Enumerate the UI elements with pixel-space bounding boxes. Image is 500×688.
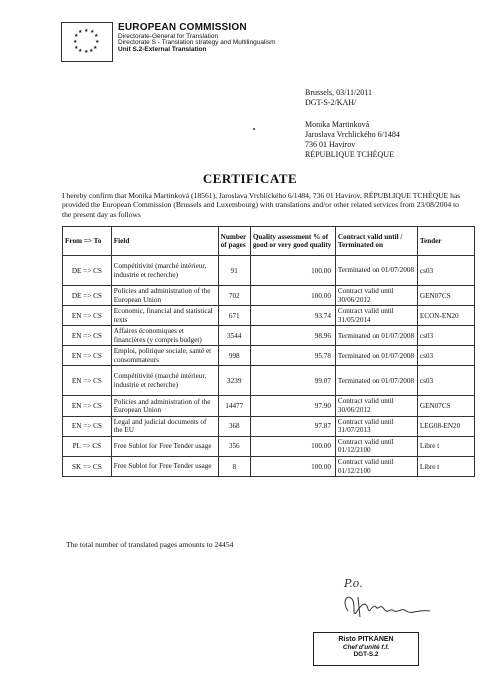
cell-from-to: EN => CS <box>63 326 112 346</box>
cell-from-to: EN => CS <box>63 366 112 396</box>
stamp-name: Risto PITKÄNEN <box>338 636 394 643</box>
svg-text:★: ★ <box>95 39 100 45</box>
svg-text:★: ★ <box>78 29 83 35</box>
cell-tender: cs03 <box>417 366 474 396</box>
svg-text:★: ★ <box>74 33 79 39</box>
certificate-title: CERTIFICATE <box>202 171 298 186</box>
svg-text:★: ★ <box>93 45 98 51</box>
col-field: Field <box>111 227 218 256</box>
table-header-row <box>63 227 475 256</box>
total-pages: The total number of translated pages amounts to 24454 <box>66 540 234 549</box>
cell-tender: cs03 <box>417 256 474 286</box>
reference: DGT-S-2/KAH/ <box>305 98 357 107</box>
table-row <box>63 396 475 416</box>
svg-text:★: ★ <box>89 48 94 54</box>
cell-pages: 368 <box>218 416 250 436</box>
dot-mark <box>253 128 255 130</box>
table-row <box>63 256 475 286</box>
table-row <box>63 306 475 326</box>
translation-table <box>62 226 475 477</box>
table-row <box>63 346 475 366</box>
cell-tender: LEG08-EN20 <box>417 416 474 436</box>
cell-tender: Libre t <box>417 436 474 456</box>
dg-name: Directorate-General for Translation <box>118 32 219 40</box>
svg-text:★: ★ <box>78 48 83 54</box>
table-row <box>63 416 475 436</box>
cell-from-to: PL => CS <box>63 436 112 456</box>
cell-pages: 998 <box>218 346 250 366</box>
intro-paragraph: I hereby confirm that Monika Martinková (18561), Jaroslava Vrchlického 6/1484, 736 01 Havirov, RÉPUBLIQUE TCHÈQUE has provided the European Commission (Brussels and Luxembourg) with translations and/or other related services from 23/08/2004 to the present day as follows <box>62 191 461 219</box>
cell-from-to: DE => CS <box>63 256 112 286</box>
cell-quality: 100.00 <box>250 436 335 456</box>
handwritten-signature <box>338 573 448 628</box>
cell-tender: ECON-EN20 <box>417 306 474 326</box>
svg-text:★: ★ <box>94 33 99 39</box>
table-row <box>63 366 475 396</box>
svg-text:★: ★ <box>74 45 79 51</box>
table-row <box>63 286 475 306</box>
official-stamp <box>313 632 419 666</box>
cell-quality: 99.07 <box>250 366 335 396</box>
cell-quality: 97.90 <box>250 396 335 416</box>
cell-tender: cs03 <box>417 326 474 346</box>
cell-pages: 3544 <box>218 326 250 346</box>
place-date: Brussels, 03/11/2011 <box>305 88 372 97</box>
cell-from-to: DE => CS <box>63 286 112 306</box>
cell-contract: Contract valid until 30/06/2012 <box>335 396 417 416</box>
cell-quality: 100.00 <box>250 456 335 476</box>
cell-contract: Terminated on 01/07/2008 <box>335 346 417 366</box>
cell-quality: 95.78 <box>250 346 335 366</box>
col-contract: Contract valid until / Terminated on <box>335 227 417 256</box>
cell-tender: cs03 <box>417 346 474 366</box>
table-row <box>63 436 475 456</box>
svg-text:★: ★ <box>73 39 78 45</box>
cell-pages: 3239 <box>218 366 250 396</box>
cell-pages: 356 <box>218 436 250 456</box>
org-name: EUROPEAN COMMISSION <box>118 22 247 33</box>
cell-from-to: SK => CS <box>63 456 112 476</box>
unit-name: Unit S.2-External Translation <box>118 46 207 54</box>
cell-pages: 671 <box>218 306 250 326</box>
cell-from-to: EN => CS <box>63 346 112 366</box>
cell-pages: 14477 <box>218 396 250 416</box>
eu-flag-logo <box>61 22 113 62</box>
recipient-city: 736 01 Havirov <box>305 140 356 149</box>
cell-field: Policies and administration of the European Union <box>111 396 218 416</box>
cell-field: Free Sublot for Free Tender usage <box>111 456 218 476</box>
signature-po: P.o. <box>344 577 363 590</box>
cell-tender: GEN07CS <box>417 286 474 306</box>
cell-tender: GEN07CS <box>417 396 474 416</box>
letterhead <box>118 23 276 54</box>
svg-text:★: ★ <box>84 28 89 34</box>
cell-field: Legal and judicial documents of the EU <box>111 416 218 436</box>
table-row <box>63 456 475 476</box>
cell-from-to: EN => CS <box>63 396 112 416</box>
cell-contract: Contract valid until 30/06/2012 <box>335 286 417 306</box>
cell-contract: Terminated on 01/07/2008 <box>335 366 417 396</box>
cell-tender: Libre t <box>417 456 474 476</box>
recipient-country: RÉPUBLIQUE TCHÈQUE <box>305 150 394 159</box>
cell-field: Policies and administration of the European Union <box>111 286 218 306</box>
cell-contract: Contract valid until 01/12/2100 <box>335 456 417 476</box>
cell-pages: 91 <box>218 256 250 286</box>
svg-text:★: ★ <box>84 49 89 55</box>
cell-quality: 97.87 <box>250 416 335 436</box>
cell-field: Economic, financial and statistical texts <box>111 306 218 326</box>
cell-pages: 8 <box>218 456 250 476</box>
cell-field: Free Sublot for Free Tender usage <box>111 436 218 456</box>
cell-contract: Contract valid until 31/05/2014 <box>335 306 417 326</box>
col-from-to: From => To <box>63 227 112 256</box>
col-pages: Number of pages <box>218 227 250 256</box>
cell-field: Affaires économiques et financières (y compris budget) <box>111 326 218 346</box>
table-row <box>63 326 475 346</box>
cell-contract: Contract valid until 31/07/2013 <box>335 416 417 436</box>
cell-quality: 98.96 <box>250 326 335 346</box>
cell-contract: Terminated on 01/07/2008 <box>335 256 417 286</box>
recipient-name: Monika Martinková <box>305 120 370 129</box>
cell-pages: 702 <box>218 286 250 306</box>
cell-from-to: EN => CS <box>63 416 112 436</box>
cell-field: Emploi, politique sociale, santé et consommateurs <box>111 346 218 366</box>
cell-field: Compétitivité (marché intérieur, industrie et recherche) <box>111 366 218 396</box>
cell-quality: 93.74 <box>250 306 335 326</box>
cell-contract: Terminated on 01/07/2008 <box>335 326 417 346</box>
stamp-unit: DGT-S.2 <box>353 651 379 658</box>
directorate-name: Directorate S - Translation strategy and Multilingualism <box>118 39 276 47</box>
col-quality: Quality assessment % of good or very good quality <box>250 227 335 256</box>
col-tender: Tender <box>417 227 474 256</box>
cell-contract: Contract valid until 01/12/2100 <box>335 436 417 456</box>
cell-quality: 100.00 <box>250 256 335 286</box>
stamp-role: Chef d'unité f.f. <box>342 643 390 651</box>
svg-text:★: ★ <box>90 29 95 35</box>
cell-from-to: EN => CS <box>63 306 112 326</box>
cell-field: Compétitivité (marché intérieur, industrie et recherche) <box>111 256 218 286</box>
recipient-street: Jaroslava Vrchlického 6/1484 <box>305 130 400 139</box>
cell-quality: 100.00 <box>250 286 335 306</box>
